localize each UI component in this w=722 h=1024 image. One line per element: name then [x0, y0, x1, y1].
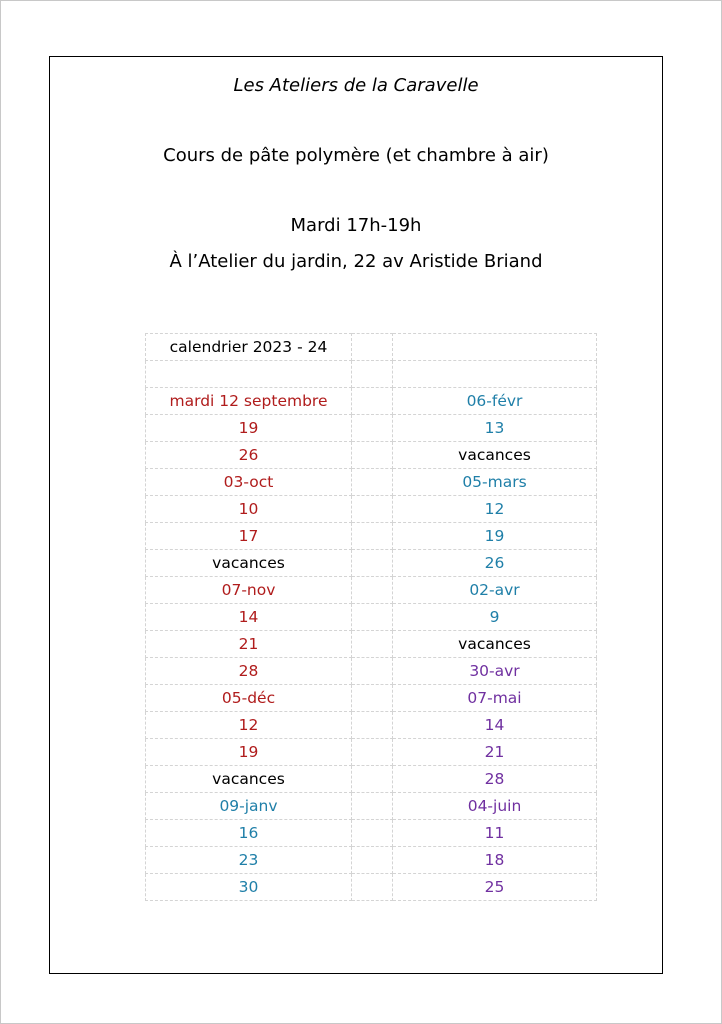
calendar-header-row	[146, 334, 597, 361]
calendar-date-left: 12	[146, 712, 352, 739]
calendar-header: calendrier 2023 - 24	[146, 334, 352, 361]
calendar-row	[146, 739, 597, 766]
calendar-row	[146, 820, 597, 847]
calendar-row	[146, 388, 597, 415]
calendar-cell-spacer	[352, 577, 393, 604]
calendar-date-right: 9	[393, 604, 597, 631]
calendar-cell-spacer	[352, 496, 393, 523]
calendar-date-left: 16	[146, 820, 352, 847]
calendar-date-right: 05-mars	[393, 469, 597, 496]
calendar-date-right: 25	[393, 874, 597, 901]
calendar-date-left: 30	[146, 874, 352, 901]
calendar-row	[146, 847, 597, 874]
calendar-row	[146, 550, 597, 577]
calendar-date-left: 14	[146, 604, 352, 631]
document-frame	[49, 56, 663, 974]
calendar-cell-spacer	[352, 820, 393, 847]
calendar-row	[146, 577, 597, 604]
calendar-date-left: 28	[146, 658, 352, 685]
calendar-cell-spacer	[352, 469, 393, 496]
calendar-date-right: 28	[393, 766, 597, 793]
calendar-date-left: vacances	[146, 550, 352, 577]
calendar-cell-spacer	[352, 442, 393, 469]
calendar-cell-spacer	[352, 658, 393, 685]
calendar-cell-spacer	[352, 793, 393, 820]
calendar-cell-spacer	[352, 685, 393, 712]
calendar-date-right: 21	[393, 739, 597, 766]
calendar-date-right: 07-mai	[393, 685, 597, 712]
calendar-date-left: mardi 12 septembre	[146, 388, 352, 415]
calendar-date-right: 14	[393, 712, 597, 739]
calendar-row	[146, 874, 597, 901]
calendar-date-left: 10	[146, 496, 352, 523]
calendar-cell-spacer	[352, 712, 393, 739]
calendar-cell-spacer	[352, 415, 393, 442]
calendar-row	[146, 469, 597, 496]
atelier-name: Les Ateliers de la Caravelle	[233, 75, 479, 96]
calendar-date-right: 13	[393, 415, 597, 442]
calendar-row	[146, 415, 597, 442]
calendar-date-left: 19	[146, 739, 352, 766]
calendar-date-right: 30-avr	[393, 658, 597, 685]
schedule-line: Mardi 17h-19h	[290, 215, 422, 236]
calendar-date-left: 07-nov	[146, 577, 352, 604]
calendar-row	[146, 793, 597, 820]
calendar-row	[146, 604, 597, 631]
calendar-date-right: 19	[393, 523, 597, 550]
calendar-cell-empty	[393, 361, 597, 388]
calendar-cell-empty	[146, 361, 352, 388]
calendar-cell-spacer	[352, 361, 393, 388]
calendar-cell-spacer	[352, 766, 393, 793]
calendar-cell-spacer	[352, 550, 393, 577]
calendar-date-right: 26	[393, 550, 597, 577]
calendar-cell-spacer	[352, 523, 393, 550]
course-title: Cours de pâte polymère (et chambre à air)	[163, 145, 549, 166]
calendar-date-right: 11	[393, 820, 597, 847]
calendar-cell-spacer	[352, 334, 393, 361]
calendar-row	[146, 496, 597, 523]
calendar-date-right: 02-avr	[393, 577, 597, 604]
calendar-cell-spacer	[352, 631, 393, 658]
calendar-date-left: 19	[146, 415, 352, 442]
calendar-cell-empty	[393, 334, 597, 361]
calendar-date-left: 21	[146, 631, 352, 658]
calendar-date-left: 03-oct	[146, 469, 352, 496]
calendar-date-right: vacances	[393, 631, 597, 658]
calendar-date-right: 06-févr	[393, 388, 597, 415]
calendar-empty-row	[146, 361, 597, 388]
calendar-row	[146, 766, 597, 793]
location-line: À l’Atelier du jardin, 22 av Aristide Briand	[169, 251, 543, 272]
calendar-row	[146, 442, 597, 469]
calendar-row	[146, 658, 597, 685]
calendar-row	[146, 631, 597, 658]
calendar-row	[146, 685, 597, 712]
calendar-date-left: 17	[146, 523, 352, 550]
calendar-date-left: 26	[146, 442, 352, 469]
calendar-date-right: 18	[393, 847, 597, 874]
calendar-date-right: vacances	[393, 442, 597, 469]
calendar-date-right: 12	[393, 496, 597, 523]
calendar-row	[146, 712, 597, 739]
calendar-cell-spacer	[352, 604, 393, 631]
calendar-date-left: 09-janv	[146, 793, 352, 820]
calendar-cell-spacer	[352, 388, 393, 415]
calendar-cell-spacer	[352, 874, 393, 901]
calendar-cell-spacer	[352, 847, 393, 874]
calendar-date-left: vacances	[146, 766, 352, 793]
calendar-date-left: 23	[146, 847, 352, 874]
calendar-date-left: 05-déc	[146, 685, 352, 712]
calendar-row	[146, 523, 597, 550]
calendar-cell-spacer	[352, 739, 393, 766]
calendar-date-right: 04-juin	[393, 793, 597, 820]
calendar-table	[145, 333, 597, 901]
calendar-body	[146, 334, 597, 901]
